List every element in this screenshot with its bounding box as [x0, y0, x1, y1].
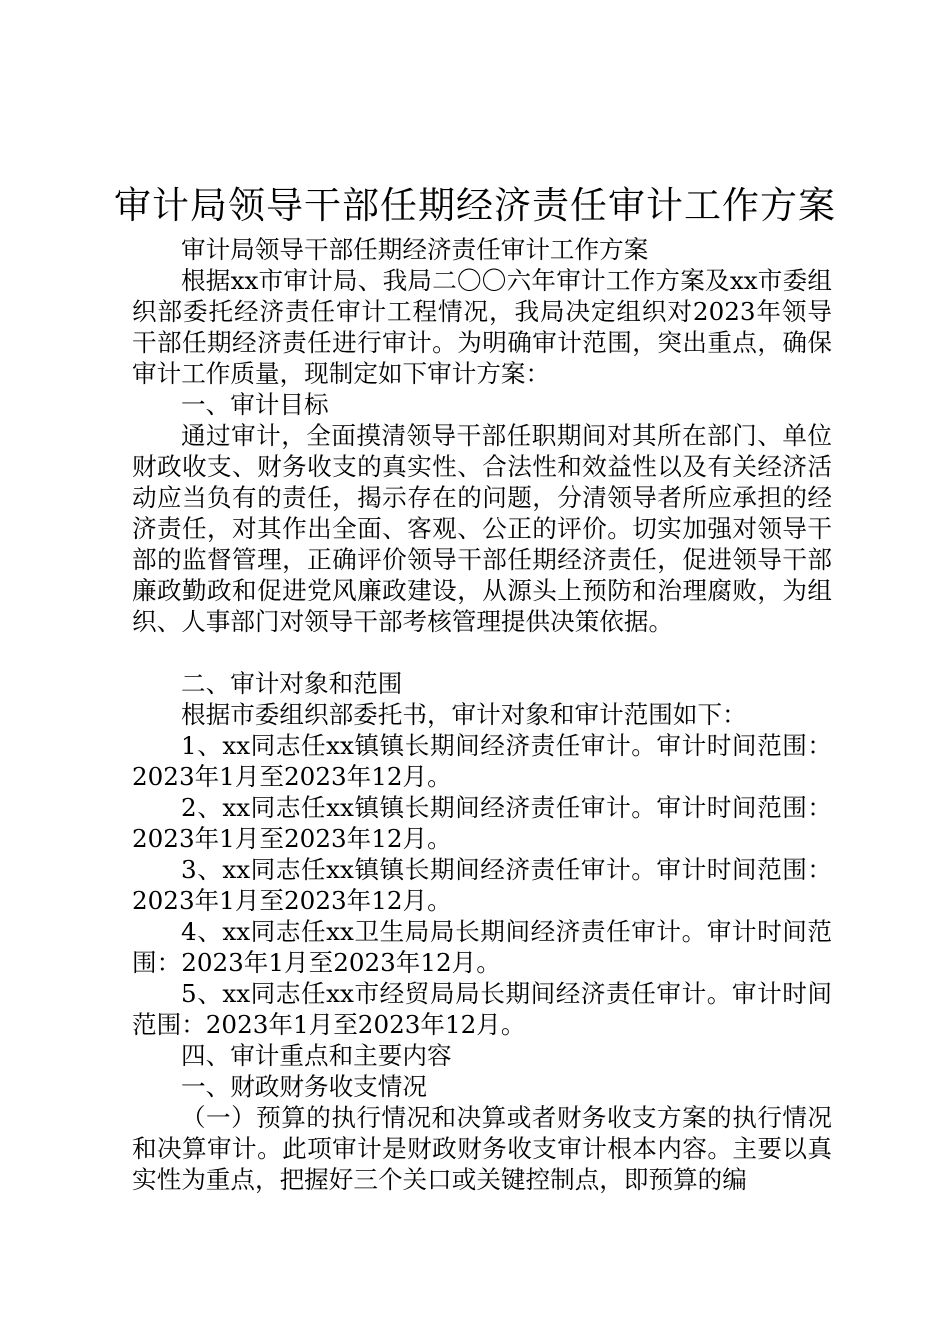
- scope-item-3: 3、xx同志任xx镇镇长期间经济责任审计。审计时间范围：2023年1月至2023年12月。: [132, 855, 832, 915]
- subsection-heading-finance: 一、财政财务收支情况: [181, 1072, 427, 1101]
- section-heading-audit-focus: 四、审计重点和主要内容: [181, 1041, 452, 1070]
- paragraph-spacer: [132, 637, 832, 668]
- budget-paragraph: （一）预算的执行情况和决算或者财务收支方案的执行情况和决算审计。此项审计是财政财务收支审计根本内容。主要以真实性为重点，把握好三个关口或关键控制点，即预算的编: [132, 1103, 832, 1194]
- scope-item-2: 2、xx同志任xx镇镇长期间经济责任审计。审计时间范围：2023年1月至2023年12月。: [132, 793, 832, 853]
- section-heading-audit-scope: 二、审计对象和范围: [181, 669, 403, 698]
- section-heading-audit-objective: 一、审计目标: [181, 390, 329, 419]
- scope-item-5: 5、xx同志任xx市经贸局局长期间经济责任审计。审计时间范围：2023年1月至2023年12月。: [132, 979, 832, 1039]
- document-body: [132, 234, 832, 1195]
- subtitle-paragraph: 审计局领导干部任期经济责任审计工作方案: [181, 235, 649, 264]
- scope-item-4: 4、xx同志任xx卫生局局长期间经济责任审计。审计时间范围：2023年1月至2023年12月。: [132, 917, 832, 977]
- scope-item-1: 1、xx同志任xx镇镇长期间经济责任审计。审计时间范围：2023年1月至2023年12月。: [132, 731, 832, 791]
- scope-intro-paragraph: 根据市委组织部委托书，审计对象和审计范围如下：: [181, 700, 747, 729]
- intro-paragraph: 根据xx市审计局、我局二〇〇六年审计工作方案及xx市委组织部委托经济责任审计工程情况，我局决定组织对2023年领导干部任期经济责任进行审计。为明确审计范围，突出重点，确保审计工作质量，现制定如下审计方案：: [132, 266, 832, 388]
- objective-paragraph: 通过审计，全面摸清领导干部任职期间对其所在部门、单位财政收支、财务收支的真实性、合法性和效益性以及有关经济活动应当负有的责任，揭示存在的问题，分清领导者所应承担的经济责任，对其作出全面、客观、公正的评价。切实加强对领导干部的监督管理，正确评价领导干部任期经济责任，促进领导干部廉政勤政和促进党风廉政建设，从源头上预防和治理腐败，为组织、人事部门对领导干部考核管理提供决策依据。: [132, 421, 832, 636]
- document-title: 审计局领导干部任期经济责任审计工作方案: [114, 184, 836, 227]
